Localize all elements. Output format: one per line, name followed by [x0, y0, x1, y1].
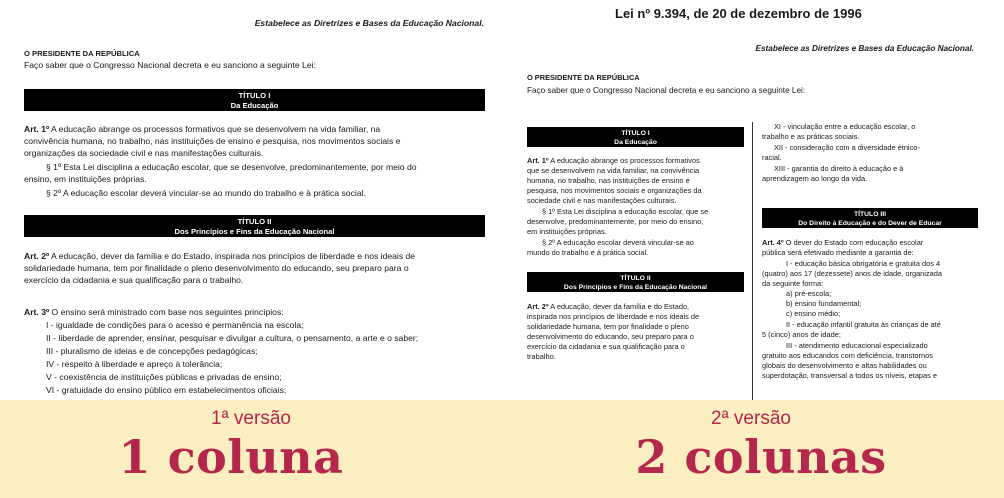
version-banner — [0, 400, 1004, 498]
art4-line: globais do desenvolvimento e altas habilidades ou — [762, 361, 927, 370]
paragraph-1: desenvolve, predominantemente, por meio do ensino, — [527, 217, 704, 226]
art4-line: pública será efetivado mediante a garantia de: — [762, 248, 914, 257]
text-line: A educação, dever da família e do Estado, inspirada nos princípios de liberdade e nos ideais de — [49, 251, 416, 261]
art3-item: I - igualdade de condições para o acesso e permanência na escola; — [46, 320, 304, 330]
title-number: TÍTULO I — [621, 130, 650, 137]
article-label: Art. 4º — [762, 238, 784, 247]
article-label: Art. 3º — [24, 307, 50, 317]
art1-line: organizações da sociedade civil e nas manifestações culturais. — [24, 148, 264, 158]
title-number: TÍTULO I — [238, 91, 271, 100]
title-name: Da Educação — [230, 101, 279, 110]
article-label: Art. 2º — [24, 251, 50, 261]
article-label: Art. 2º — [527, 302, 549, 311]
version-2-label: 2 colunas — [635, 430, 887, 484]
art3-item: VI - gratuidade do ensino público em estabelecimentos oficiais; — [46, 385, 287, 395]
president-heading: O PRESIDENTE DA REPÚBLICA — [527, 73, 640, 82]
paragraph-1: ensino, em instituições próprias. — [24, 174, 147, 184]
title-name: Do Direito à Educação e do Dever de Educar — [798, 220, 942, 227]
art3-item: V - coexistência de instituições públicas e privadas de ensino; — [46, 372, 282, 382]
art3-item: IV - respeito à liberdade e apreço à tolerância; — [46, 359, 223, 369]
title-number: TÍTULO III — [853, 211, 887, 218]
art2-line: exercício da cidadania e sua qualificação para o trabalho. — [24, 275, 244, 285]
item-line: trabalho e as práticas sociais. — [762, 132, 860, 141]
text-line: O ensino será ministrado com base nos seguintes princípios: — [49, 307, 284, 317]
art1-line: convivência humana, no trabalho, nas instituições de ensino e pesquisa, nos movimentos sociais e — [24, 136, 401, 146]
column-divider — [752, 122, 753, 400]
version-1-caption: 1ª versão — [211, 408, 291, 429]
art2-line: desenvolvimento do educando, seu preparo para o — [527, 332, 694, 341]
intro-text: Faço saber que o Congresso Nacional decreta e eu sanciono a seguinte Lei: — [24, 60, 316, 70]
article-label: Art. 1º — [527, 156, 549, 165]
title-number: TÍTULO II — [237, 217, 272, 226]
art2-line: trabalho. — [527, 352, 556, 361]
paragraph-1: § 1º Esta Lei disciplina a educação escolar, que se — [542, 207, 709, 216]
title-name: Dos Princípios e Fins da Educação Nacional — [563, 284, 708, 291]
art2-line: solidariedade humana, tem por finalidade o pleno — [527, 322, 689, 331]
art4-line: b) ensino fundamental; — [786, 299, 862, 308]
art4-line: 5 (cinco) anos de idade; — [762, 330, 841, 339]
title-bar-2 — [24, 215, 485, 237]
art1-line — [527, 156, 700, 166]
president-heading: O PRESIDENTE DA REPÚBLICA — [24, 49, 140, 58]
art4-line: gratuito aos educandos com deficiência, transtornos — [762, 351, 933, 360]
title-name: Da Educação — [614, 139, 657, 146]
art4-line: da seguinte forma: — [762, 279, 824, 288]
article-label: Art. 1º — [24, 124, 50, 134]
version-1-label: 1 coluna — [118, 430, 344, 484]
art4-line: III - atendimento educacional especializado — [786, 341, 928, 350]
paragraph-2: § 2º A educação escolar deverá vincular-se ao — [542, 238, 694, 247]
intro-text: Faço saber que o Congresso Nacional decreta e eu sanciono a seguinte Lei: — [527, 86, 806, 95]
art4-line: (quatro) aos 17 (dezessete) anos de idade, organizada — [762, 269, 942, 278]
art3-item: II - liberdade de aprender, ensinar, pesquisar e divulgar a cultura, o pensamento, a arte e o saber; — [46, 333, 419, 343]
art1-line — [24, 124, 380, 135]
text-line: O dever do Estado com educação escolar — [783, 238, 924, 247]
art1-line: que se desenvolvem na vida familiar, na convivência — [527, 166, 700, 175]
art4-line: c) ensino médio; — [786, 309, 841, 318]
art4-line: a) pré-escola; — [786, 289, 832, 298]
art3-line — [24, 307, 284, 318]
title-number: TÍTULO II — [620, 275, 651, 282]
title-name: Dos Princípios e Fins da Educação Nacional — [174, 227, 335, 236]
item-line: racial. — [762, 153, 782, 162]
version-2-caption: 2ª versão — [711, 408, 791, 429]
art4-line: II - educação infantil gratuita às crianças de até — [786, 320, 941, 329]
paragraph-2: mundo do trabalho e à prática social. — [527, 248, 649, 257]
two-column-document — [502, 0, 1004, 400]
art4-line: I - educação básica obrigatória e gratuita dos 4 — [786, 259, 941, 268]
text-line: A educação abrange os processos formativos — [548, 156, 700, 165]
art2-line: exercício da cidadania e sua qualificação para o — [527, 342, 685, 351]
law-title: Lei nº 9.394, de 20 de dezembro de 1996 — [615, 6, 862, 21]
art2-line — [24, 251, 415, 262]
title-bar-1 — [527, 127, 744, 147]
art1-line: pesquisa, nos movimentos sociais e organizações da — [527, 186, 702, 195]
paragraph-1: em instituições próprias. — [527, 227, 607, 236]
item-line: aprendizagem ao longo da vida. — [762, 174, 868, 183]
text-line: A educação, dever da família e do Estado, — [548, 302, 690, 311]
item-line: XI - vinculação entre a educação escolar, o — [774, 122, 916, 131]
art4-line: superdotação, transversal a todos os níveis, etapas e — [762, 371, 938, 380]
art2-line: solidariedade humana, tem por finalidade o pleno desenvolvimento do educando, seu preparo para o — [24, 263, 409, 273]
title-bar-3 — [762, 208, 978, 228]
art1-line: humana, no trabalho, nas instituições de ensino e — [527, 176, 690, 185]
one-column-document — [0, 0, 502, 400]
art3-item: III - pluralismo de ideias e de concepções pedagógicas; — [46, 346, 258, 356]
law-subtitle: Estabelece as Diretrizes e Bases da Educação Nacional. — [755, 44, 974, 53]
art1-line: sociedade civil e nas manifestações culturais. — [527, 196, 677, 205]
item-line: XIII - garantia do direito à educação e à — [774, 164, 904, 173]
paragraph-2: § 2º A educação escolar deverá vincular-se ao mundo do trabalho e à prática social. — [46, 188, 366, 198]
art2-line: inspirada nos princípios de liberdade e nos ideais de — [527, 312, 700, 321]
art2-line — [527, 302, 689, 312]
item-line: XII - consideração com a diversidade étnico- — [774, 143, 920, 152]
title-bar-1 — [24, 89, 485, 111]
title-bar-2 — [527, 272, 744, 292]
text-line: A educação abrange os processos formativos que se desenvolvem na vida familiar, na — [49, 124, 381, 134]
law-subtitle: Estabelece as Diretrizes e Bases da Educação Nacional. — [254, 18, 484, 28]
paragraph-1: § 1º Esta Lei disciplina a educação escolar, que se desenvolve, predominantemente, por meio do — [46, 162, 417, 172]
art4-line — [762, 238, 923, 248]
